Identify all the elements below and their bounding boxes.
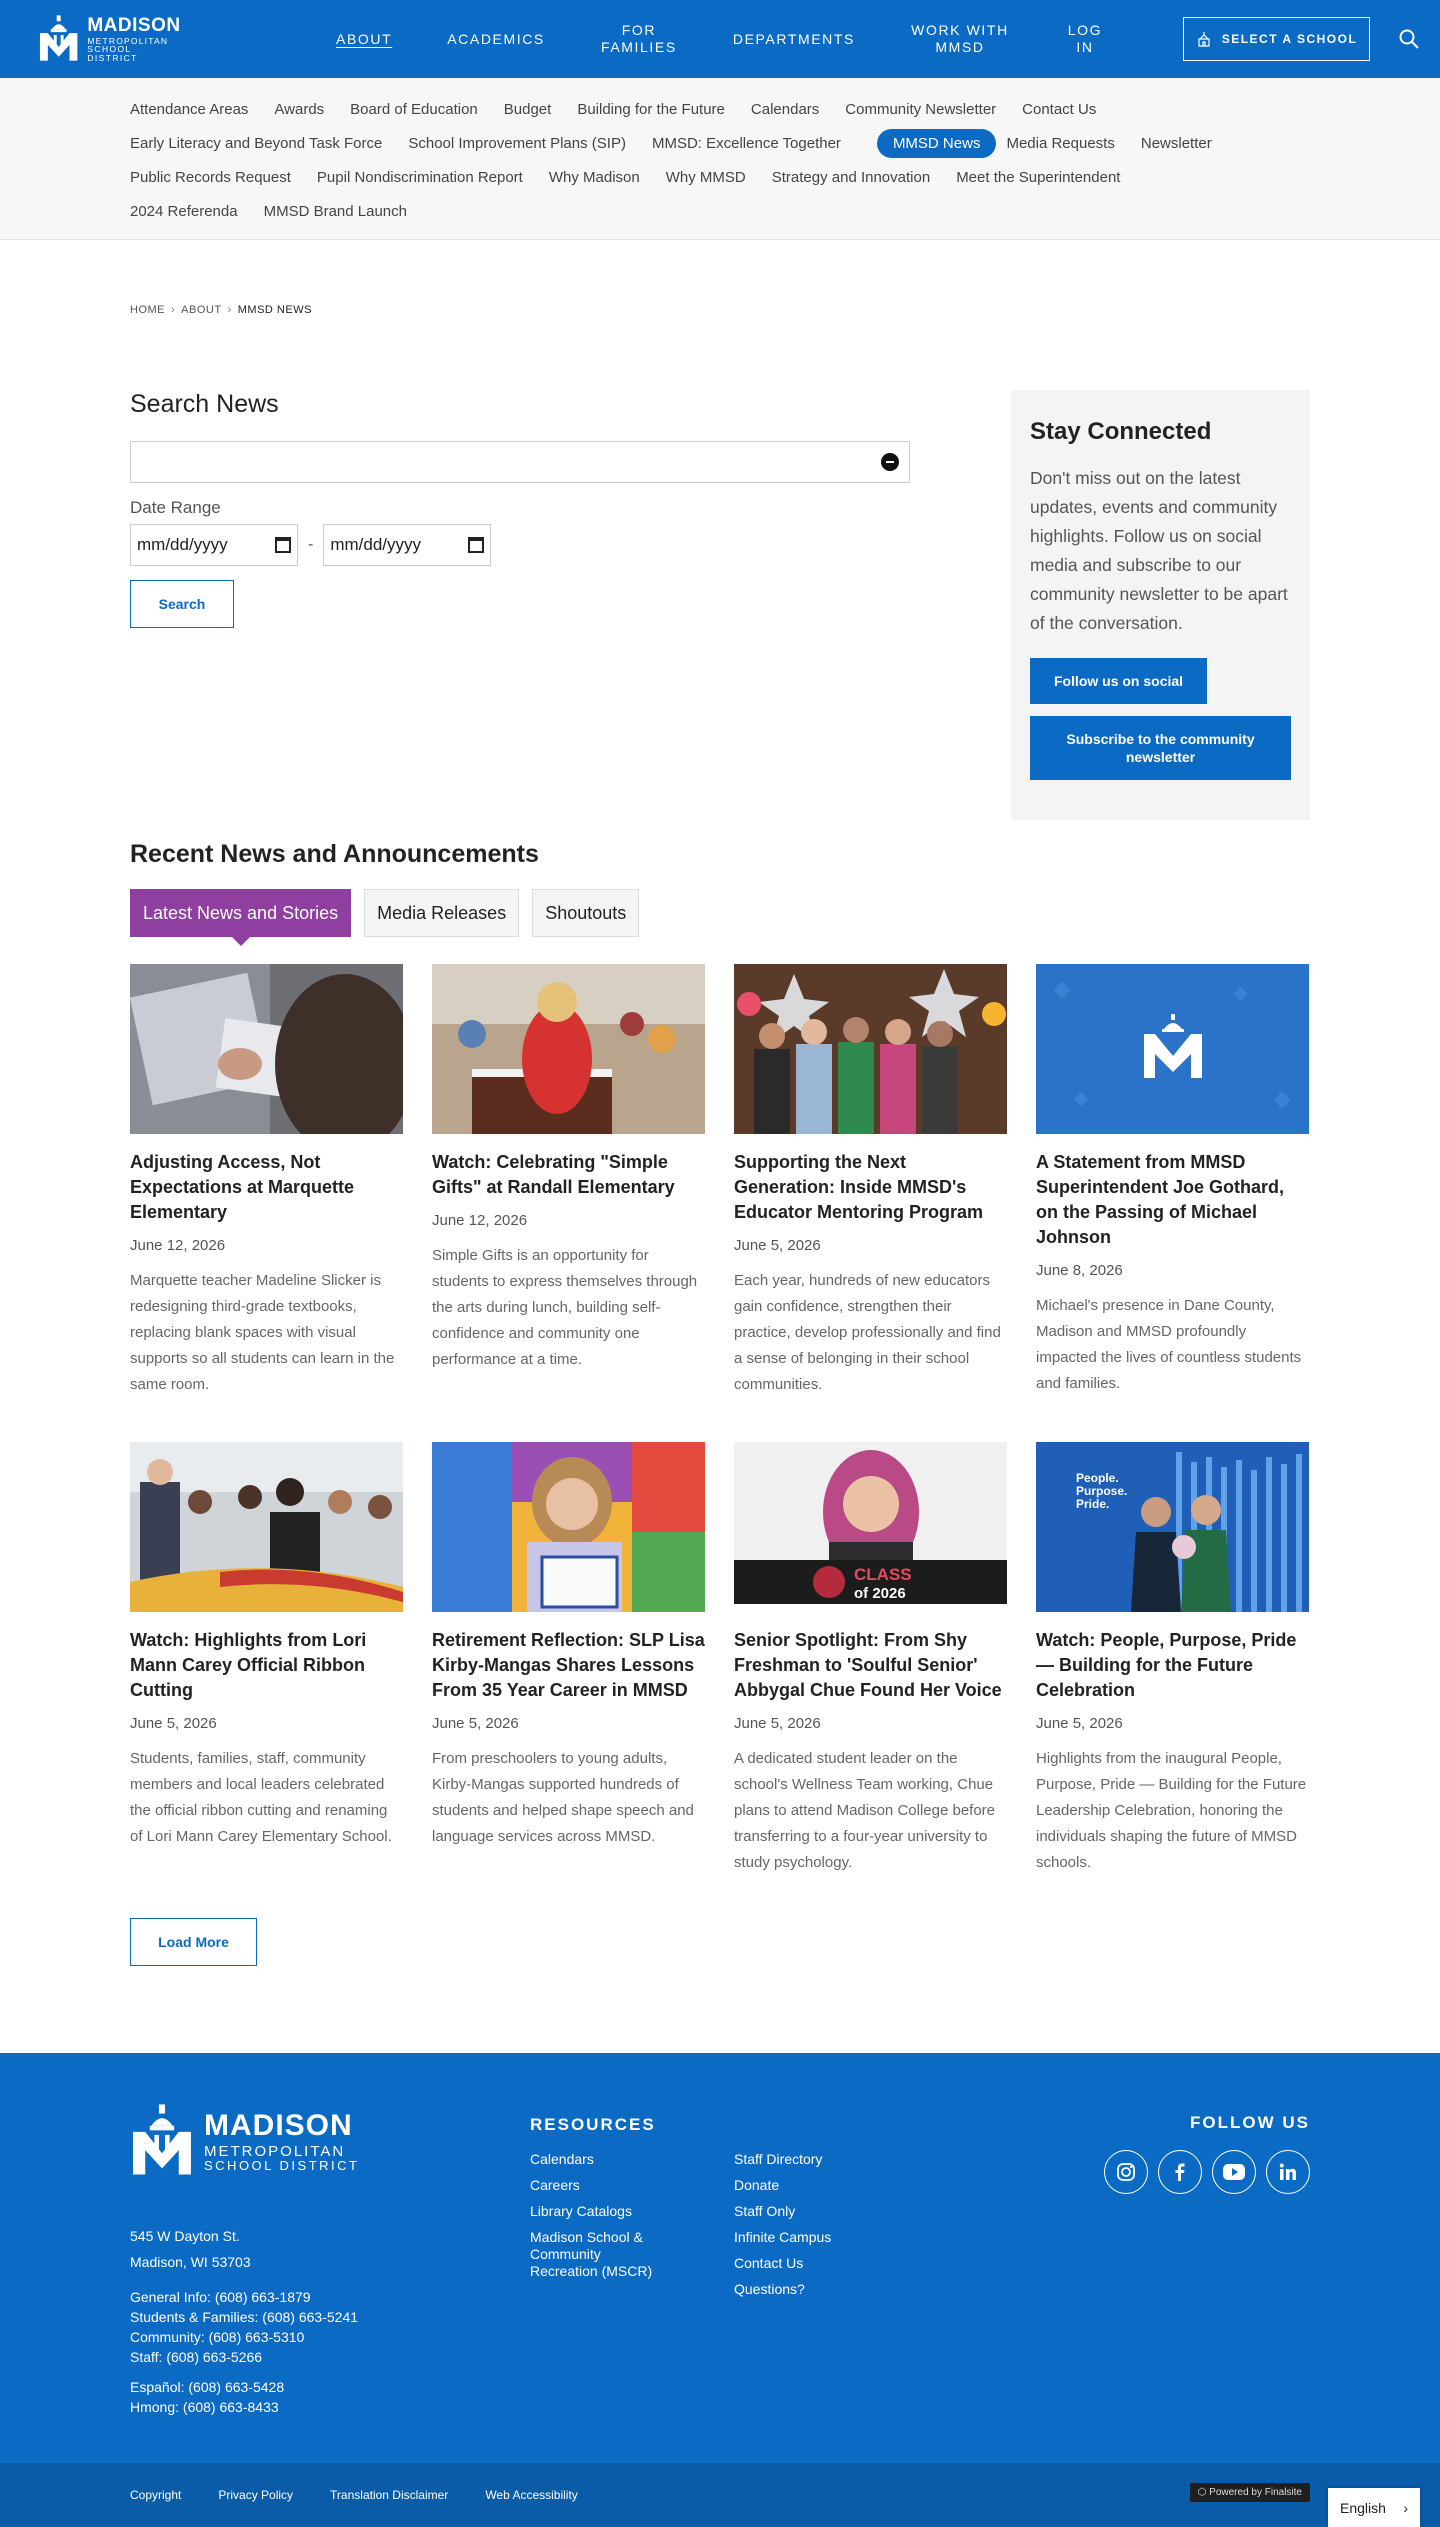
subnav-newsletter[interactable]: Newsletter	[1140, 134, 1212, 152]
footer-language-phones	[130, 2377, 284, 2417]
date-from-value: mm/dd/yyyy	[137, 535, 228, 554]
powered-by-finalsite-badge[interactable]	[1190, 2483, 1310, 2502]
address-line-2: Madison, WI 53703	[130, 2254, 251, 2270]
news-card-date: June 5, 2026	[1036, 1715, 1123, 1732]
news-card[interactable]	[734, 964, 1007, 1442]
news-card-date: June 5, 2026	[130, 1715, 217, 1732]
site-search-button[interactable]	[1396, 26, 1422, 52]
footer-logo-line-2: METROPOLITAN	[204, 2142, 346, 2160]
district-logo-icon	[130, 2103, 194, 2179]
select-school-button[interactable]	[1183, 17, 1370, 61]
footer-link-contact-us[interactable]: Contact Us	[734, 2255, 804, 2271]
breadcrumb-home[interactable]: HOME	[130, 304, 165, 316]
news-grid	[130, 964, 1310, 1920]
subnav-row	[130, 92, 1310, 126]
breadcrumb	[130, 304, 312, 316]
news-card-date: June 5, 2026	[734, 1715, 821, 1732]
resources-column-2	[734, 2151, 914, 2307]
footer-link-library-catalogs[interactable]: Library Catalogs	[530, 2203, 632, 2219]
news-card-summary: From preschoolers to young adults, Kirby-Mangas supported hundreds of students and helped shape speech and language services across MMSD.	[432, 1750, 694, 1845]
footer-logo[interactable]	[130, 2103, 359, 2179]
legal-link-copyright[interactable]: Copyright	[130, 2488, 182, 2502]
recent-news-title: Recent News and Announcements	[130, 840, 539, 868]
site-header	[0, 0, 1440, 78]
news-card-date: June 12, 2026	[432, 1212, 528, 1229]
district-logo[interactable]	[38, 15, 184, 63]
instagram-icon[interactable]	[1104, 2150, 1148, 2194]
chevron-right-icon: ›	[171, 304, 176, 316]
subnav-school-improvement-plans[interactable]: School Improvement Plans (SIP)	[408, 134, 626, 152]
news-card-title[interactable]: A Statement from MMSD Superintendent Joe Gothard, on the Passing of Michael Johnson	[1036, 1152, 1285, 1247]
subnav-awards[interactable]: Awards	[274, 100, 325, 118]
photo-piano-image	[432, 964, 705, 1134]
news-card[interactable]	[734, 1442, 1007, 1920]
news-card-date: June 5, 2026	[734, 1237, 821, 1254]
news-card-summary: Michael's presence in Dane County, Madison and MMSD profoundly impacted the lives of countless students and families.	[1036, 1297, 1302, 1392]
logo-line-3: SCHOOL DISTRICT	[87, 44, 138, 63]
footer-link-staff-directory[interactable]: Staff Directory	[734, 2151, 823, 2167]
footer-logo-line-1: MADISON	[204, 2108, 353, 2142]
date-from-input[interactable]	[130, 524, 298, 566]
legal-link-translation-disclaimer[interactable]: Translation Disclaimer	[330, 2488, 449, 2502]
news-search-input[interactable]	[130, 441, 910, 483]
nav-about[interactable]: ABOUT	[336, 30, 393, 47]
site-footer	[0, 2053, 1440, 2463]
date-range-row	[130, 524, 910, 566]
news-card-title[interactable]: Adjusting Access, Not Expectations at Marquette Elementary	[130, 1152, 355, 1222]
photo-mentoring-group-image	[734, 964, 1007, 1134]
legal-links	[130, 2488, 578, 2502]
subnav-meet-the-superintendent[interactable]: Meet the Superintendent	[956, 168, 1121, 186]
subnav-budget[interactable]: Budget	[503, 100, 552, 118]
search-icon	[1399, 29, 1419, 49]
news-card[interactable]	[432, 964, 705, 1442]
stay-connected-panel	[1011, 390, 1310, 820]
subnav-calendars[interactable]: Calendars	[750, 100, 820, 118]
breadcrumb-current: MMSD NEWS	[237, 304, 312, 316]
news-card-summary: A dedicated student leader on the school's Wellness Team working, Chue plans to attend Madison College before transferring to a four-year university to study psychology.	[734, 1750, 996, 1871]
school-icon	[1196, 31, 1212, 47]
clear-search-icon[interactable]	[881, 453, 899, 471]
nav-log-in[interactable]: LOG IN	[1067, 22, 1103, 55]
subnav-mmsd-brand-launch[interactable]: MMSD Brand Launch	[263, 202, 407, 220]
phone-staff[interactable]: Staff: (608) 663-5266	[130, 2349, 263, 2365]
subnav-why-madison[interactable]: Why Madison	[548, 168, 640, 186]
news-card-summary: Students, families, staff, community members and local leaders celebrated the official ribbon cutting and renaming of Lori Mann Carey Elementary School.	[130, 1750, 392, 1845]
news-tabs	[130, 889, 639, 937]
footer-link-calendars[interactable]: Calendars	[530, 2151, 594, 2167]
phone-general[interactable]: General Info: (608) 663-1879	[130, 2289, 311, 2305]
resources-heading: RESOURCES	[530, 2115, 656, 2134]
news-card-date: June 12, 2026	[130, 1237, 226, 1254]
news-card[interactable]	[432, 1442, 705, 1920]
photo-textbook-image	[130, 964, 403, 1134]
subnav-2024-referenda[interactable]: 2024 Referenda	[130, 202, 238, 220]
facebook-icon[interactable]	[1158, 2150, 1202, 2194]
tab-media-releases[interactable]: Media Releases	[364, 889, 519, 937]
search-submit-button[interactable]: Search	[130, 580, 234, 628]
subscribe-newsletter-button[interactable]: Subscribe to the community newsletter	[1030, 716, 1291, 780]
news-thumbnail[interactable]	[432, 964, 705, 1134]
footer-link-staff-only[interactable]: Staff Only	[734, 2203, 796, 2219]
class-of-label: CLASS	[854, 1565, 912, 1584]
news-card[interactable]	[1036, 964, 1309, 1442]
chevron-right-icon: ›	[227, 304, 232, 316]
photo-celebration-image	[1036, 1442, 1309, 1612]
news-thumbnail[interactable]	[130, 1442, 403, 1612]
stay-connected-title: Stay Connected	[1030, 418, 1212, 445]
news-thumbnail[interactable]	[734, 964, 1007, 1134]
news-card-title[interactable]: Watch: Celebrating "Simple Gifts" at Randall Elementary	[432, 1152, 675, 1197]
photo-ribbon-cutting-image	[130, 1442, 403, 1612]
subnav-media-requests[interactable]: Media Requests	[1006, 134, 1115, 152]
search-news-title: Search News	[130, 390, 279, 418]
phone-community[interactable]: Community: (608) 663-5310	[130, 2329, 305, 2345]
news-card-summary: Each year, hundreds of new educators gain confidence, strengthen their practice, develop professionally and find a sense of belonging in their school communities.	[734, 1272, 1001, 1393]
footer-logo-wordmark	[204, 2108, 360, 2173]
subnav-row	[130, 126, 1310, 160]
chevron-right-icon: ›	[1403, 2500, 1408, 2516]
news-card-title[interactable]: Retirement Reflection: SLP Lisa Kirby-Mangas Shares Lessons From 35 Year Career in MMSD	[432, 1630, 705, 1700]
phone-hmong[interactable]: Hmong: (608) 663-8433	[130, 2399, 279, 2415]
main-nav	[336, 0, 1160, 78]
footer-phones	[130, 2287, 358, 2367]
calendar-icon[interactable]	[275, 537, 291, 553]
phone-students-families[interactable]: Students & Families: (608) 663-5241	[130, 2309, 359, 2325]
news-card[interactable]	[130, 964, 403, 1442]
tab-latest-news[interactable]: Latest News and Stories	[130, 889, 351, 937]
nav-work-with-mmsd[interactable]: WORK WITH MMSD	[911, 22, 1009, 55]
subnav-building-for-the-future[interactable]: Building for the Future	[577, 100, 725, 118]
subnav-row	[130, 160, 1310, 194]
banner-word-2: Purpose.	[1076, 1484, 1128, 1498]
linkedin-icon[interactable]	[1266, 2150, 1310, 2194]
subnav-mmsd-news[interactable]: MMSD News	[877, 129, 997, 158]
language-selector[interactable]	[1328, 2488, 1420, 2527]
nav-departments[interactable]: DEPARTMENTS	[732, 30, 855, 47]
footer-link-careers[interactable]: Careers	[530, 2177, 580, 2193]
photo-senior-spotlight-image	[734, 1442, 1007, 1612]
news-card-summary: Marquette teacher Madeline Slicker is redesigning third-grade textbooks, replacing blank spaces with visual supports so all students can learn in the same room.	[130, 1272, 395, 1393]
language-selector-value: English	[1340, 2500, 1386, 2516]
news-card-title[interactable]: Senior Spotlight: From Shy Freshman to 'Soulful Senior' Abbygal Chue Found Her Voice	[734, 1630, 1002, 1700]
photo-retirement-image	[432, 1442, 705, 1612]
date-to-input[interactable]	[323, 524, 491, 566]
news-card-summary: Highlights from the inaugural People, Purpose, Pride — Building for the Future Leadership Celebration, honoring the individuals shaping the future of MMSD schools.	[1036, 1750, 1307, 1871]
subnav-strategy-and-innovation[interactable]: Strategy and Innovation	[771, 168, 931, 186]
powered-by-label: Powered by Finalsite	[1209, 2487, 1302, 2498]
load-more-button[interactable]: Load More	[130, 1918, 257, 1966]
footer-address	[130, 2223, 251, 2275]
subnav-attendance-areas[interactable]: Attendance Areas	[130, 100, 249, 118]
follow-social-button[interactable]: Follow us on social	[1030, 658, 1207, 704]
news-card-summary: Simple Gifts is an opportunity for students to express themselves through the arts during lunch, building self-confidence and community one performance at a time.	[432, 1247, 698, 1368]
banner-word-1: People.	[1076, 1471, 1119, 1485]
breadcrumb-about[interactable]: ABOUT	[181, 304, 222, 316]
graduation-year-label: of 2026	[854, 1585, 906, 1602]
address-line-1: 545 W Dayton St.	[130, 2228, 240, 2244]
legal-link-privacy-policy[interactable]: Privacy Policy	[218, 2488, 294, 2502]
youtube-icon[interactable]	[1212, 2150, 1256, 2194]
subnav-pupil-nondiscrimination-report[interactable]: Pupil Nondiscrimination Report	[316, 168, 523, 186]
banner-word-3: Pride.	[1076, 1497, 1110, 1511]
legal-link-web-accessibility[interactable]: Web Accessibility	[485, 2488, 578, 2502]
footer-logo-line-3: SCHOOL DISTRICT	[204, 2157, 360, 2173]
news-card-date: June 5, 2026	[432, 1715, 519, 1732]
date-to-value: mm/dd/yyyy	[330, 535, 422, 554]
social-links	[1104, 2150, 1310, 2194]
news-thumbnail[interactable]	[130, 964, 403, 1134]
footer-link-questions[interactable]: Questions?	[734, 2281, 805, 2297]
resources-column-1	[530, 2151, 710, 2289]
follow-us-heading: FOLLOW US	[1190, 2113, 1310, 2132]
finalsite-icon: ⬡	[1197, 2487, 1210, 2498]
subnav-board-of-education[interactable]: Board of Education	[350, 100, 478, 118]
nav-for-families[interactable]: FOR FAMILIES	[600, 22, 677, 55]
date-range-label: Date Range	[130, 498, 221, 517]
nav-academics[interactable]: ACADEMICS	[447, 30, 545, 47]
footer-link-donate[interactable]: Donate	[734, 2177, 780, 2193]
logo-line-2: METROPOLITAN	[87, 35, 169, 46]
footer-link-infinite-campus[interactable]: Infinite Campus	[734, 2229, 832, 2245]
subnav-public-records-request[interactable]: Public Records Request	[130, 168, 291, 186]
news-card-title[interactable]: Watch: Highlights from Lori Mann Carey Official Ribbon Cutting	[130, 1630, 367, 1700]
news-thumbnail[interactable]	[734, 1442, 1007, 1612]
subnav-contact-us[interactable]: Contact Us	[1022, 100, 1097, 118]
news-card[interactable]	[1036, 1442, 1309, 1920]
district-logo-icon	[38, 15, 79, 63]
logo-line-1: MADISON	[87, 14, 181, 36]
select-school-label: SELECT A SCHOOL	[1221, 32, 1358, 46]
footer-link-mscr[interactable]: Madison School & Community Recreation (MSCR)	[530, 2229, 653, 2279]
news-thumbnail[interactable]	[1036, 1442, 1309, 1612]
subnav-row	[130, 194, 1310, 228]
news-thumbnail[interactable]	[432, 1442, 705, 1612]
tab-shoutouts[interactable]: Shoutouts	[532, 889, 639, 937]
subnav-community-newsletter[interactable]: Community Newsletter	[845, 100, 997, 118]
phone-espanol[interactable]: Español: (608) 663-5428	[130, 2379, 285, 2395]
news-card[interactable]	[130, 1442, 403, 1920]
news-card-date: June 8, 2026	[1036, 1262, 1123, 1279]
subnav-excellence-together[interactable]: MMSD: Excellence Together	[651, 134, 841, 152]
news-card-title[interactable]: Watch: People, Purpose, Pride — Building for the Future Celebration	[1036, 1630, 1297, 1700]
news-thumbnail[interactable]	[1036, 964, 1309, 1134]
logo-wordmark	[87, 16, 184, 63]
date-range-separator: -	[308, 536, 314, 553]
sub-footer	[0, 2463, 1440, 2527]
news-card-title[interactable]: Supporting the Next Generation: Inside MMSD's Educator Mentoring Program	[734, 1152, 984, 1222]
mmsd-logo-image	[1036, 964, 1309, 1134]
news-search-section	[130, 390, 910, 628]
subnav-why-mmsd[interactable]: Why MMSD	[665, 168, 746, 186]
calendar-icon[interactable]	[468, 537, 484, 553]
subnav-early-literacy[interactable]: Early Literacy and Beyond Task Force	[130, 134, 383, 152]
about-subnav	[0, 78, 1440, 240]
stay-connected-body: Don't miss out on the latest updates, events and community highlights. Follow us on social media and subscribe to our community newsletter to be apart of the conversation.	[1030, 468, 1288, 633]
